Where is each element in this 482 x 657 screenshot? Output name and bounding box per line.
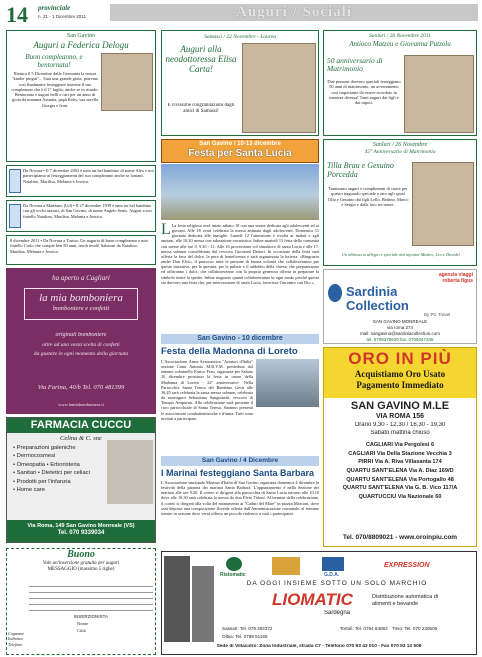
farm-item: • Dermocosmesi xyxy=(13,453,56,460)
bomb-addr: Via Farina, 40/b Tel. 070 481399 xyxy=(37,384,125,391)
note-carlo xyxy=(6,235,156,265)
photo-elisa xyxy=(242,43,316,133)
sard-tel: tel. 0709375620 fax. 0709347345 xyxy=(366,337,434,342)
buono-side xyxy=(8,631,30,647)
buono-name: Nome xyxy=(77,621,88,626)
feature-body xyxy=(161,223,319,329)
a1-place: San Gavino xyxy=(66,33,96,39)
barbara-banner: San Gavino / 4 Dicembre xyxy=(161,456,319,466)
oro-branch: PIRRI Via A. Riva Villasanta 174 xyxy=(358,459,442,466)
lio-brand-b: G.D.A. xyxy=(324,572,340,578)
photo-federica xyxy=(101,53,153,111)
greeting-matzeu xyxy=(323,30,477,136)
buono-lines[interactable] xyxy=(29,581,153,611)
farm-list xyxy=(13,444,113,494)
lio-tag: DA OGGI INSIEME SOTTO UN SOLO MARCHIO xyxy=(246,580,428,587)
oro-contact[interactable]: Tel. 070/8809021 - www.oroinpiu.com xyxy=(342,534,458,541)
bomb-l1: ha aperto a Cagliari xyxy=(52,274,110,282)
oro-branch: QUARTU SANT'ELENA Via Portogallo 48 xyxy=(346,476,454,483)
lio-brand-a: Ristomatic xyxy=(220,572,246,578)
farm-item: • Prodotti per l'infanzia xyxy=(13,478,71,485)
sard-brand2: Collection xyxy=(346,298,409,313)
note-angelo xyxy=(6,200,156,232)
loreto-body: L'Associazione Arma Aeronautica "Aviatori d'Italia" sezione Canu Antonio M.B.V.M. presieduta dal tenente colonnello Enrico Frau, organizza per Sabato 10 dicembre prossimo la festa in onore della Madonna di Loreto - 22° anniversario-. Nella Parrocchia Santa Teresa del Bambino Gesù alle 16,45 sarà celebrata la santa messa solenne, celebrata da monsignor Sebastiano Sanguinetti, vescovo di Tempio Ampurias. Alla celebrazione sarà presente il coro parrocchiale di Santa Teresa. Saranno presenti le associazioni combattentistiche e d'arma. Tutti sono invitati a partecipare. xyxy=(161,359,253,421)
farm-item: • Preparazioni galeniche xyxy=(13,445,76,451)
greeting-elisa xyxy=(161,30,319,136)
sard-logo-mark xyxy=(328,284,342,302)
lio-logo-b xyxy=(272,557,300,575)
a1-sub: Buon compleanno, e bentornata! xyxy=(25,53,83,70)
section-bar xyxy=(110,4,478,21)
photo-matzeu xyxy=(404,55,474,133)
photo-angelo xyxy=(9,204,21,228)
farm-footer xyxy=(7,520,155,543)
a2-body: E vivissime congratulazioni dagli amici di Samassi! xyxy=(167,103,235,114)
farm-item: • Home care xyxy=(13,486,45,493)
note-alex xyxy=(6,165,156,197)
ad-sardinia-collection xyxy=(323,269,477,344)
oro-branch: CAGLIARI Via Della Stazione Vecchia 3 xyxy=(348,450,452,457)
sard-top: agenzia viaggi roberta figus xyxy=(438,272,473,284)
oro-street: VIA ROMA 156 xyxy=(375,413,425,420)
photo-church xyxy=(161,164,319,220)
photo-loreto xyxy=(256,359,319,407)
a3-title: Antioco Matzeu e Giovanna Putzolu xyxy=(349,39,451,48)
a7-sub: 45° Anniversario di Matrimonio xyxy=(364,149,436,156)
lio-desc: Distribuzione automatica di alimenti e bevande xyxy=(372,594,439,607)
lio-logo-c xyxy=(322,557,344,571)
sard-mail[interactable]: mail: sangavino@sardiniacollection.com xyxy=(359,331,441,336)
a7-footer: Un abbraccio allegro e speciale dal nipotini Matteo, Leo e Davide! xyxy=(341,252,461,257)
page-header xyxy=(0,0,482,26)
lio-machine-1 xyxy=(164,556,190,642)
oro-branch: CAGLIARI Via Pergolesi 6 xyxy=(365,442,435,448)
a1-title: Auguri a Federica Delogu xyxy=(33,40,129,51)
buono-msg: MESSAGGIO (massimo 5 righe) xyxy=(47,567,115,572)
a5-text: Da Novara a Manzano (Ud) • Il 27 dicembre 1939 è nato un bel bambino con gli occhi azzurri, di San Gavino, di nome Angelo Senis. Auguri a suo fratello Natalino, Marilisa, Melania e Jessica. xyxy=(23,203,152,219)
ad-farmacia xyxy=(6,417,156,543)
sard-addr1: SAN GAVINO MONREALE xyxy=(372,319,428,324)
oro-city: SAN GAVINO M.LE xyxy=(350,400,450,412)
a3-body: Due persone davvero speciali festeggiano 50 anni di matrimonio, un avvenimento così importante da essere ricordato in maniera diversa! Tanti auguri dai figli e dai nipoti. xyxy=(327,79,401,106)
greeting-federica xyxy=(6,30,156,162)
a2-title: Auguri alla neodottoressa Elisa Carta! xyxy=(165,45,237,74)
feature-banner xyxy=(161,139,319,163)
buono-title: Buono xyxy=(67,549,95,560)
oro-l2: Pagamento Immediato xyxy=(356,380,444,391)
farm-tel: Tel. 070 9339034 xyxy=(57,529,105,536)
oro-title: ORO IN PIÙ xyxy=(348,349,452,368)
photo-tilla xyxy=(412,162,474,246)
sard-by: By PC Travel xyxy=(424,312,451,317)
a4-text: Da Novara • Il 7 dicembre 2002 è nato un bel bambino di nome Alex e noi partecipiamo ai festeggiamenti del suo compleanno anche se lontani. Natalino, Marilisa, Melania e Jessica. xyxy=(23,168,154,184)
buono-city: Città xyxy=(77,628,86,633)
oro-sat: Sabato mattina chiuso xyxy=(370,430,430,436)
buono-side-item: Indirizzo xyxy=(8,636,23,642)
lio-region: Sardegna xyxy=(324,610,351,616)
bomb-l5: da gustare in ogni momento della giornata xyxy=(33,351,129,357)
a2-place: Samassi / 22 Novembre - Laurea xyxy=(204,34,276,40)
ad-bomboniera xyxy=(6,268,156,414)
feature-santa-lucia xyxy=(161,139,319,330)
oro-branches xyxy=(324,441,476,502)
farm-item: • Sanitari • Dietetici per celiaci xyxy=(13,470,90,477)
article-loreto xyxy=(161,334,319,454)
section-title: Auguri / Sociali xyxy=(235,4,352,20)
photo-alex xyxy=(9,169,21,193)
article-santa-barbara xyxy=(161,456,319,548)
page-number: 14 xyxy=(6,2,28,26)
oro-hours: Orario 9,30 - 12,30 / 16,30 - 19,30 xyxy=(354,422,446,428)
oro-l1: Acquistiamo Oro Usato xyxy=(354,369,446,380)
bomb-brand-frame xyxy=(24,288,138,320)
farm-item: • Omeopatia • Erboristeria xyxy=(13,461,80,468)
lio-machine-2 xyxy=(192,566,214,642)
buono-side-item: Telefono xyxy=(8,641,23,647)
bomb-brand: la mia bomboniera xyxy=(39,292,123,304)
lio-brand: LIOMATIC xyxy=(272,590,353,609)
feature-banner-small: San Gavino / 10-13 dicembre xyxy=(199,141,281,147)
buono-side-item: Cognome xyxy=(8,631,25,636)
farm-owner: Celina & C. snc xyxy=(60,435,102,443)
feature-banner-big: Festa per Santa Lucia xyxy=(188,148,292,160)
a6-text: 8 dicembre 2011 • Da Novara a Torino. Un augurio di buon compleanno a mio fratello Carlo che compie ben 50 anni, tesoh tesoh! Salutoni da Natalino, Marilisa, Melania e Jessica. xyxy=(10,238,148,254)
feature-dropcap: L xyxy=(161,223,171,238)
oro-top xyxy=(324,348,476,398)
oro-branch: QUARTU SANT'ELENA Via G. B. Vico 117/A xyxy=(342,485,458,492)
sard-addr2: via roma 274 xyxy=(386,325,413,330)
oro-branch: QUARTU SANT'ELENA Via A. Diaz 169/D xyxy=(346,467,454,474)
a1-body: Rientra il 5 Dicembre dalla Germania la nostra "kinder pingui"... Sarà una grande gioia, potremo così finalmente festeggiare insieme il suo compleanno che è il 1° luglio, anche se in ritardo. Bentornata e auguri belli e cari per un anno di gioia da mamma Assunta, papà Roby, sua sorella Giorgia e Ivan. xyxy=(11,71,99,108)
lio-footer: Sede di Villacidro: Zona Industriale, strada C7 - Telefono 070 93 43 010 - Fax 070 93 13 508 xyxy=(216,644,422,649)
lio-brand-c: EXPRESSION xyxy=(384,562,430,569)
a7-place: Sanluri / 26 Novembre xyxy=(372,142,428,148)
farm-photo xyxy=(107,440,153,504)
buono-ins: INSERZIONISTA xyxy=(73,614,109,619)
issue-info: n. 21 - 1 Dicembre 2011 xyxy=(38,14,86,19)
barbara-title: I Marinai festeggiano Santa Barbara xyxy=(161,467,315,478)
lio-t1: Sassari: Tel. 079 262372 xyxy=(222,626,273,631)
sard-brand1: Sardinia xyxy=(346,284,398,299)
a7-body: Tantissimi auguri e complimenti di cuore per questo traguardo speciale e raro agli sposi Tilla e Gesuino dai figli Lello, Bettino, Marco e Sergio e dalle loro tre nuore. xyxy=(327,186,409,207)
farm-title: FARMACIA CUCCU xyxy=(7,418,155,433)
bomb-l2: bomboniere e confetti xyxy=(52,305,110,313)
loreto-banner: San Gavino - 10 dicembre xyxy=(161,334,319,344)
a3-place: Sanluri / 26 Novembre 2011 xyxy=(369,33,431,39)
a7-title: Tilla Brau e Gesuino Porcedda xyxy=(327,162,394,179)
farm-addr: Via Roma, 149 San Gavino Monreale (VS) xyxy=(27,523,135,529)
ad-oro-in-piu xyxy=(323,347,477,547)
greeting-tilla xyxy=(323,139,477,266)
loreto-title: Festa della Madonna di Loreto xyxy=(161,346,298,358)
feature-text: La festa religiosa avrà inizio sabato 10 con una serata dedicata agli adolescenti ed ai giovani. Alle 18 verrà celebrata la messa animata dagli adolescenti. Domenica 11 giornata dedicata alle famiglie. Lunedì 12 l'attenzione è rivolta ai malati e agli anziani, alle 16,30 messa con adorazione eucaristica. Infine martedì 13 festa della comunità con messe alle ore 9, 9.30 - 11. Alle 16 processione col simulacro di santa Lucia e alle 17, messa solenne concelebrata dal vescovo Giovanni Dettori. In occasione della festa sarà offerta la fava del dolce, la pera di beneficenza e sarà organizzata la lotteria. «Ringrazio anche Don Elvio, il parroco» tutte le persone di buona volontà che collaboreranno per queste iniziative, per la questua, per le pulizie e il addobbo della chiesa; che prepareranno ed offriranno i dolci; che collaboreranno con la propria generosa offerta in preparare la simbolo teatre la spettie. Infine ringrazio quanti collaboreranno in ogni modo perché questa sia davvero una festa che, per intercessione di santa Lucia, favorisca l'incontro con Dio.» xyxy=(161,223,319,285)
bomb-l4: oltre ad una vasta scelta di confetti xyxy=(42,342,120,348)
ad-liomatic xyxy=(161,551,477,655)
coupon-buono xyxy=(6,548,156,655)
oro-branch: QUARTUCCIU Via Nazionale 60 xyxy=(358,493,442,500)
barbara-body: L'Associazione nazionale Marinai d'Italia di San Gavino organizza domenica 4 dicembre la festività della patrona dei marinai Santa Barbara. L'appuntamento è nella Sezione dei marinai alle ore 9.20. Il corteo si dirigerà alla parrocchia di Santa Lucia intorno alle 10.10 dove alle 10,30 sarà celebrata la messa da don Elvio Tidoni. Al termine della celebrazione, il corteo si dirigerà alla volta del monumento ai "Caduti del Mare" in piazza Marconi, dove sarà deposta una composizione floreale offerta dall'Amministrazione comunale, al termine rientro in sezione dove verrà offerto un piccolo rinfresco a tutti i partecipanti. xyxy=(161,480,319,516)
buono-sub: Vale un'inserzione gratuita per auguri xyxy=(42,561,120,566)
bomb-web[interactable]: www.lamiabomboniera.it xyxy=(58,402,104,407)
brand-logo: provinciale xyxy=(38,4,71,12)
a3-sub: 50 anniversario di Matrimonio xyxy=(327,57,383,74)
lio-t2: Olbia: Tel. 0789 51155 xyxy=(222,634,268,639)
lio-t4: Tirso: Tel. 070 230506 xyxy=(392,626,438,631)
lio-logo-a xyxy=(226,557,242,571)
bomb-l3: originali bomboniere xyxy=(55,332,107,338)
lio-t3: Tortolì: Tel. 0784 84082 xyxy=(340,626,388,631)
